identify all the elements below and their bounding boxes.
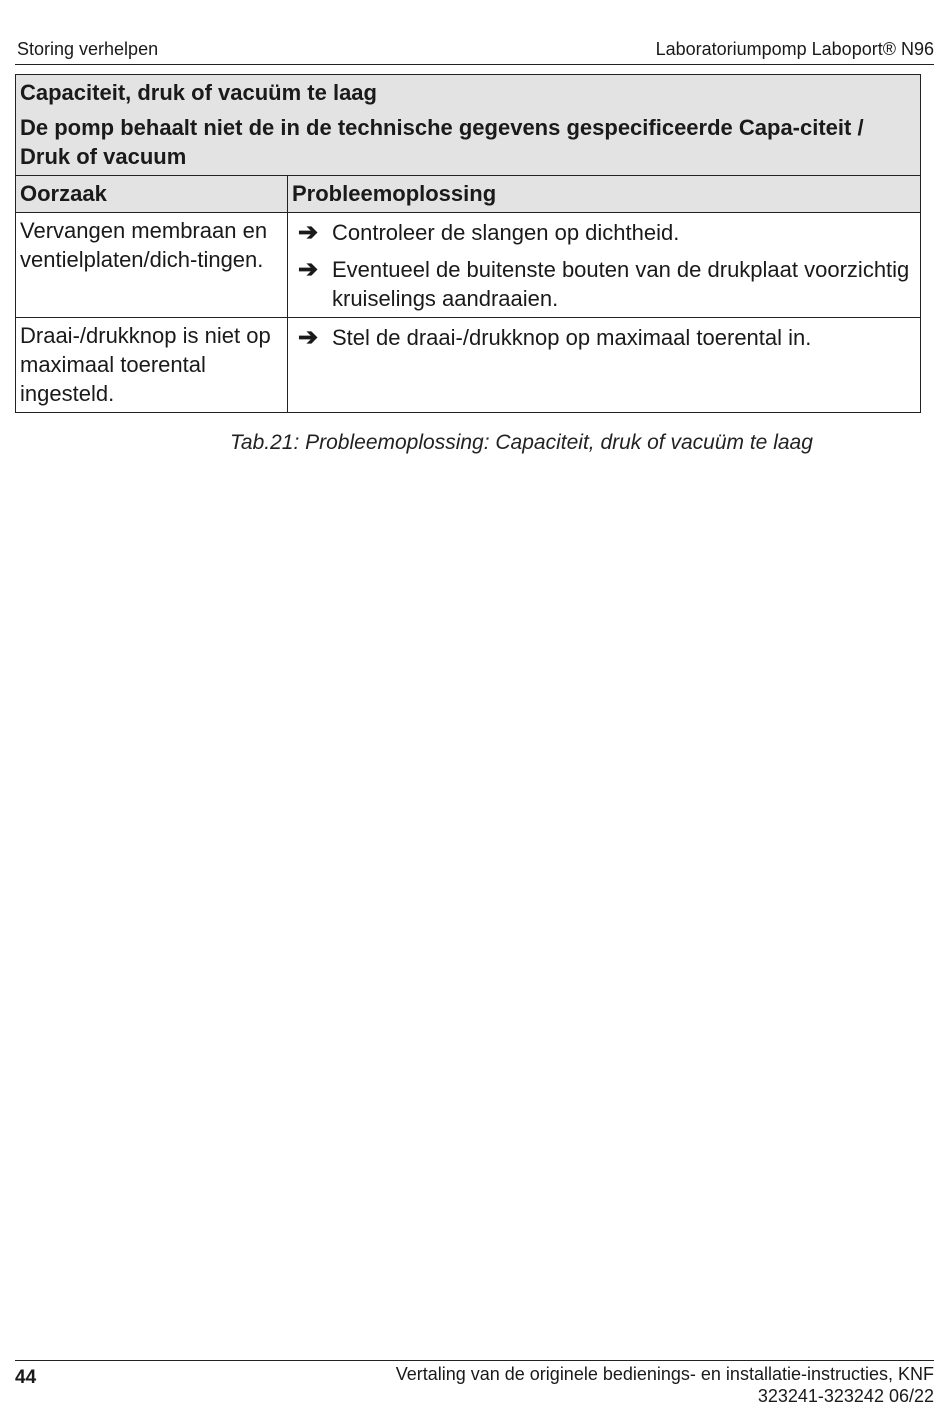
table-row (16, 213, 921, 318)
page-footer (15, 1360, 934, 1405)
table-caption: Tab.21: Probleemoplossing: Capaciteit, druk of vacuüm te laag (230, 431, 813, 454)
arrow-right-icon: ➔ (298, 324, 319, 351)
solution-step (298, 255, 916, 313)
arrow-right-icon: ➔ (298, 219, 319, 246)
solution-cell (288, 318, 921, 413)
solution-step (298, 218, 916, 247)
product-title: Laboratoriumpomp Laboport® N96 (655, 39, 934, 59)
page-header (15, 36, 934, 65)
arrow-right-icon: ➔ (298, 256, 319, 283)
table-row (16, 318, 921, 413)
solution-step-text: Stel de draai-/drukknop op maximaal toerental in. (332, 325, 812, 350)
footer-document-info (396, 1363, 934, 1407)
cause-cell: Draai-/drukknop is niet op maximaal toerental ingesteld. (16, 318, 288, 413)
page-number: 44 (15, 1367, 37, 1388)
solution-step-text: Eventueel de buitenste bouten van de drukplaat voorzichtig kruiselings aandraaien. (332, 257, 910, 311)
solution-step-text: Controleer de slangen op dichtheid. (332, 220, 680, 245)
column-header-cause: Oorzaak (16, 176, 288, 213)
table-title-cell (16, 75, 921, 176)
table-title: Capaciteit, druk of vacuüm te laag (20, 80, 377, 105)
footer-line-1: Vertaling van de originele bedienings- en installatie-instructies, KNF (395, 1364, 934, 1384)
section-title: Storing verhelpen (17, 39, 159, 59)
solution-cell (288, 213, 921, 318)
cause-cell: Vervangen membraan en ventielplaten/dich-tingen. (16, 213, 288, 318)
table-subtitle: De pomp behaalt niet de in de technische gegevens gespecificeerde Capa-citeit / Druk of vacuum (20, 115, 864, 169)
solution-step (298, 323, 916, 352)
footer-line-2: 323241-323242 06/22 (757, 1386, 934, 1406)
column-header-solution: Probleemoplossing (288, 176, 921, 213)
troubleshooting-table (15, 74, 921, 413)
